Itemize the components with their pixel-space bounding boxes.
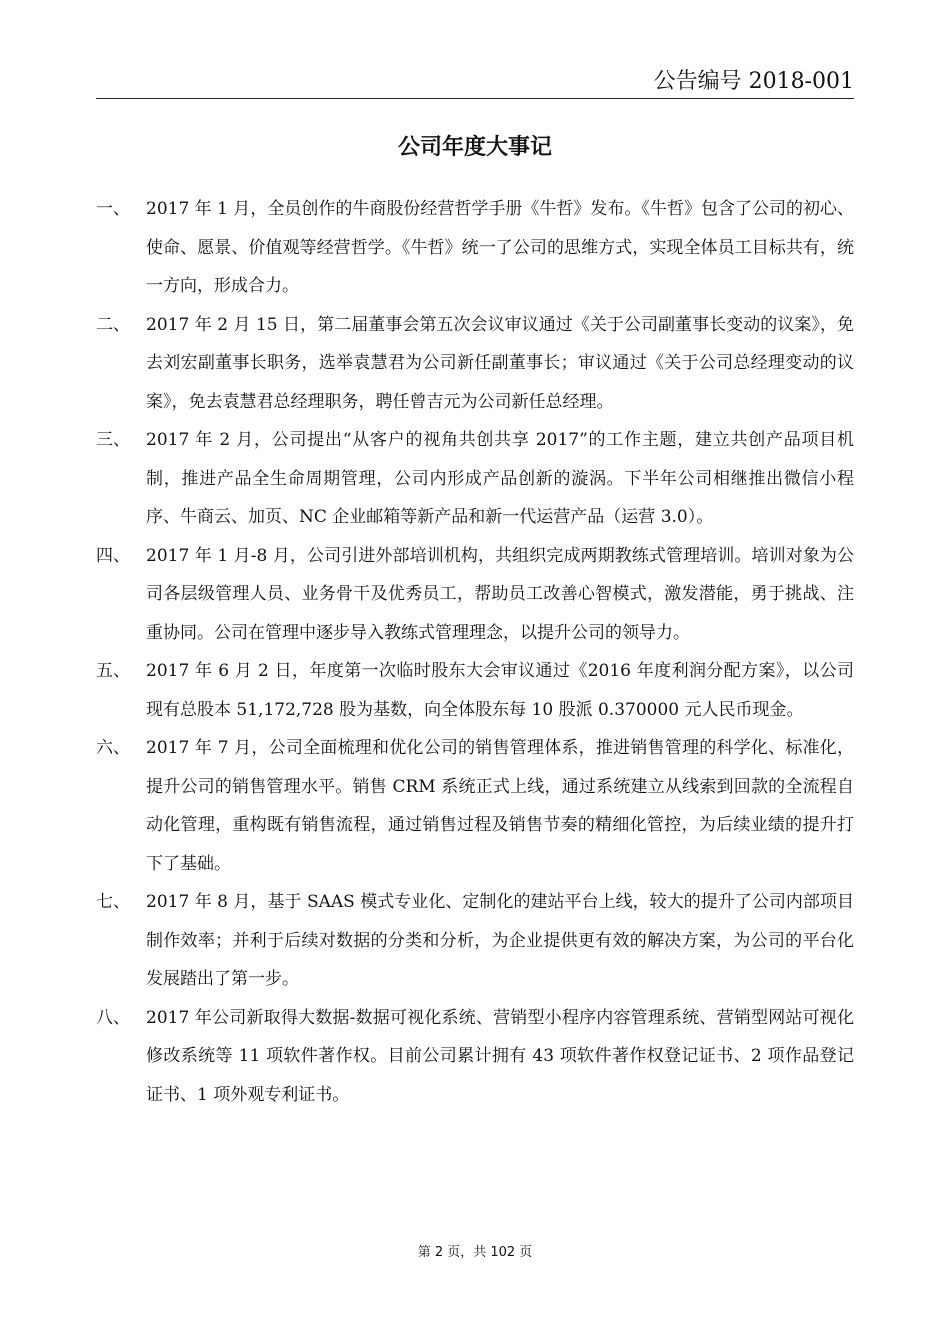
event-item-7 xyxy=(96,883,854,999)
event-item-3 xyxy=(96,421,854,537)
event-text: 2017 年 2 月 15 日，第二届董事会第五次会议审议通过《关于公司副董事长变动的议案》，免去刘宏副董事长职务，选举袁慧君为公司新任副董事长；审议通过《关于公司总经理变动的议案》，免去袁慧君总经理职务，聘任曾吉元为公司新任总经理。 xyxy=(146,314,854,412)
event-number: 二、 xyxy=(96,314,130,335)
event-number: 三、 xyxy=(96,430,130,450)
page-footer: 第 2 页，共 102 页 xyxy=(417,1245,533,1260)
announcement-code: 公告编号 2018-001 xyxy=(653,69,854,94)
event-item-2 xyxy=(96,306,854,422)
event-number: 八、 xyxy=(96,1007,130,1028)
event-text: 2017 年公司新取得大数据-数据可视化系统、营销型小程序内容管理系统、营销型网站可视化修改系统等 11 项软件著作权。目前公司累计拥有 43 项软件著作权登记证书、2 项作品登记证书、1 项外观专利证书。 xyxy=(146,1007,854,1105)
event-item-1 xyxy=(96,190,854,306)
event-item-4 xyxy=(96,537,854,653)
event-text: 2017 年 1 月-8 月，公司引进外部培训机构，共组织完成两期教练式管理培训。培训对象为公司各层级管理人员、业务骨干及优秀员工，帮助员工改善心智模式，激发潜能，勇于挑战、注重协同。公司在管理中逐步导入教练式管理理念，以提升公司的领导力。 xyxy=(146,545,854,643)
page-title: 公司年度大事记 xyxy=(397,135,552,160)
event-item-5 xyxy=(96,652,854,729)
event-number: 一、 xyxy=(96,199,130,219)
event-number: 六、 xyxy=(96,738,130,758)
header-divider xyxy=(96,98,854,99)
event-text: 2017 年 1 月，全员创作的牛商股份经营哲学手册《牛哲》发布。《牛哲》包含了公司的初心、使命、愿景、价值观等经营哲学。《牛哲》统一了公司的思维方式，实现全体员工目标共有，统一方向，形成合力。 xyxy=(146,199,854,296)
event-number: 四、 xyxy=(96,545,130,566)
event-number: 七、 xyxy=(96,892,130,912)
event-text: 2017 年 8 月，基于 SAAS 模式专业化、定制化的建站平台上线，较大的提升了公司内部项目制作效率；并利于后续对数据的分类和分析，为企业提供更有效的解决方案，为公司的平台化发展踏出了第一步。 xyxy=(146,892,854,989)
event-item-6 xyxy=(96,729,854,883)
event-number: 五、 xyxy=(96,661,130,681)
event-text: 2017 年 7 月，公司全面梳理和优化公司的销售管理体系，推进销售管理的科学化、标准化，提升公司的销售管理水平。销售 CRM 系统正式上线，通过系统建立从线索到回款的全流程自动化管理，重构既有销售流程，通过销售过程及销售节奏的精细化管控，为后续业绩的提升打下了基础。 xyxy=(146,738,854,874)
event-text: 2017 年 6 月 2 日，年度第一次临时股东大会审议通过《2016 年度利润分配方案》，以公司现有总股本 51,172,728 股为基数，向全体股东每 10 股派 0.370000 元人民币现金。 xyxy=(146,661,854,720)
event-text: 2017 年 2 月，公司提出“从客户的视角共创共享 2017”的工作主题，建立共创产品项目机制，推进产品全生命周期管理，公司内形成产品创新的漩涡。下半年公司相继推出微信小程序、牛商云、加页、NC 企业邮箱等新产品和新一代运营产品（运营 3.0）。 xyxy=(146,430,854,527)
event-list xyxy=(96,190,854,1114)
event-item-8 xyxy=(96,999,854,1115)
